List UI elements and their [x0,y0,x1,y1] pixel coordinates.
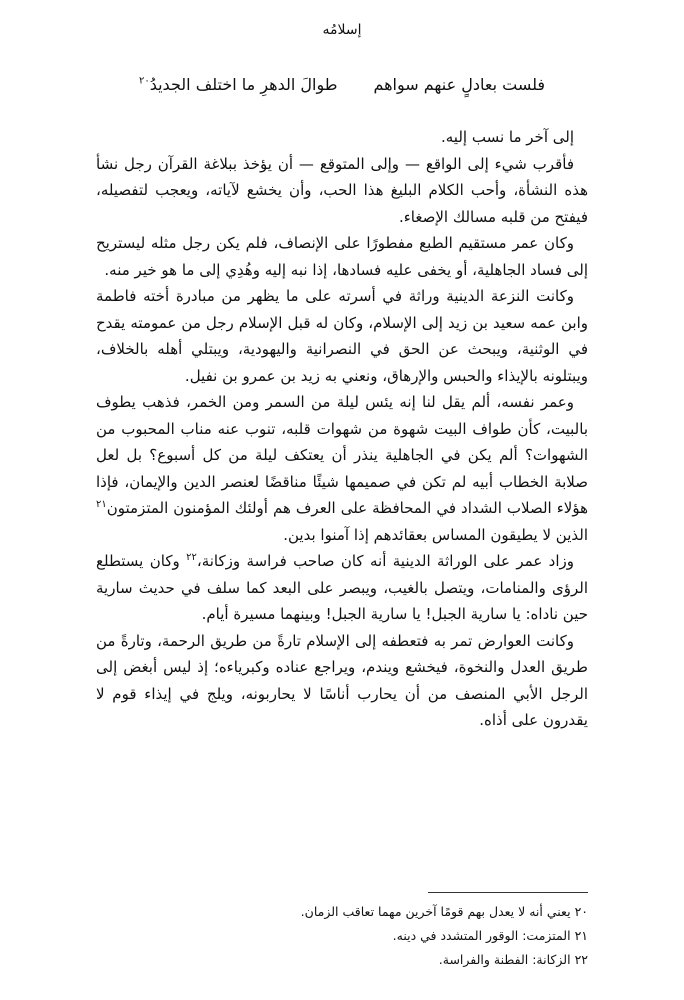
footnote-number: ٢٠ [574,904,588,919]
footnote-number: ٢٢ [574,952,588,967]
paragraph: وكانت النزعة الدينية وراثة في أسرته على ما يظهر من مبادرة أخته فاطمة وابن عمه سعيد بن زيد إلى الإسلام، وكان له قبل الإسلام رجل من عمومته يقدح في الوثنية، ويبحث عن الحق في النصرانية واليهودية، ويبتلي أهله بالخلاف، ويبتلونه بالإيذاء والحبس والإرهاق، ونعني به زيد بن عمرو بن نفيل. [96,287,588,385]
paragraph-text: وكان يستطلع الرؤى والمنامات، ويتصل بالغيب، ويبصر على البعد كما سلف في حديث سارية حين ناداه: يا سارية الجبل! يا سارية الجبل! وبينهما مسيرة أيام. [96,552,588,623]
paragraph: إلى آخر ما نسب إليه. [441,128,574,146]
paragraph: وكانت العوارض تمر به فتعطفه إلى الإسلام تارةً من طريق الرحمة، وتارةً من طريق العدل والنخوة، فيخشع ويندم، ويراجع عناده وكبرياءه؛ إذ ليس أبغض إلى الرجل الأبي المنصف من أن يحارب أناسًا لا يحاربونه، ويلج في إيذاء قوم لا يقدرون على أذاه. [96,631,588,729]
footnote-21 [96,924,588,948]
paragraph-text: وزاد عمر على الوراثة الدينية أنه كان صاحب فراسة وزكانة، [196,552,574,570]
footnote-ref-22[interactable]: ٢٢ [186,552,197,563]
footnote-text: الزكانة: الفطنة والفراسة. [438,952,571,967]
chapter-title: إسلامُه [322,22,362,38]
footnote-text: المتزمت: الوقور المتشدد في دينه. [392,928,571,943]
running-header [0,20,684,40]
footnote-ref-21[interactable]: ٢١ [96,499,107,510]
verse-second-hemistich [139,72,338,98]
paragraph-text: الذين لا يطيقون المساس بعقائدهم إذا آمنوا بدين. [283,525,588,544]
paragraph [96,389,588,548]
footnote-22 [96,948,588,972]
footnote-number: ٢١ [574,928,588,943]
paragraph: فأقرب شيء إلى الواقع — وإلى المتوقع — أن يؤخذ ببلاغة القرآن رجل نشأ هذه النشأة، وأحب الكلام البليغ هذا الحب، وأن يخشع لآياته، ويعجب لتفصيله، فيفتح من قلبه مسالك الإصغاء. [96,154,588,226]
verse-second-hemistich-text: طوالَ الدهرِ ما اختلف الجديدُ [149,75,338,94]
footnote-ref-20[interactable]: ٢٠ [138,75,150,87]
footnote-text: يعني أنه لا يعدل بهم قومًا آخرين مهما تعاقب الزمان. [300,904,571,919]
paragraph: وكان عمر مستقيم الطبع مفطورًا على الإنصاف، فلم يكن رجل مثله ليستريح إلى فساد الجاهلية، أو يخفى عليه فسادها، إذا نبه إليه وهُدِي إلى ما هو خير منه. [96,234,588,279]
verse-first-hemistich: فلست بعادلٍ عنهم سواهم [373,75,546,94]
body-text [96,124,588,734]
footnotes [96,900,588,972]
footnote-divider [428,892,588,893]
footnote-20 [96,900,588,924]
poem-verse [90,72,594,98]
paragraph [96,548,588,628]
paragraph-text: وعمر نفسه، ألم يقل لنا إنه يئس ليلة من السمر ومن الخمر، فذهب يطوف بالبيت، كأن طواف البيت شهوة من شهوات قلبه، تنوب عنه مناب المحبوب من الشهوات؟ ألم يكن في الجاهلية ينذر أن يعتكف ليلة من كل أسبوع؟ بل لعل صلابة الخطاب أبيه لم تكن في صميمها شيئًا مناقضًا لعنصر الدين والإيمان، فإذا هؤلاء الصلاب الشداد في المحافظة على العرف هم أولئك المؤمنون المتزمتون [96,393,588,517]
